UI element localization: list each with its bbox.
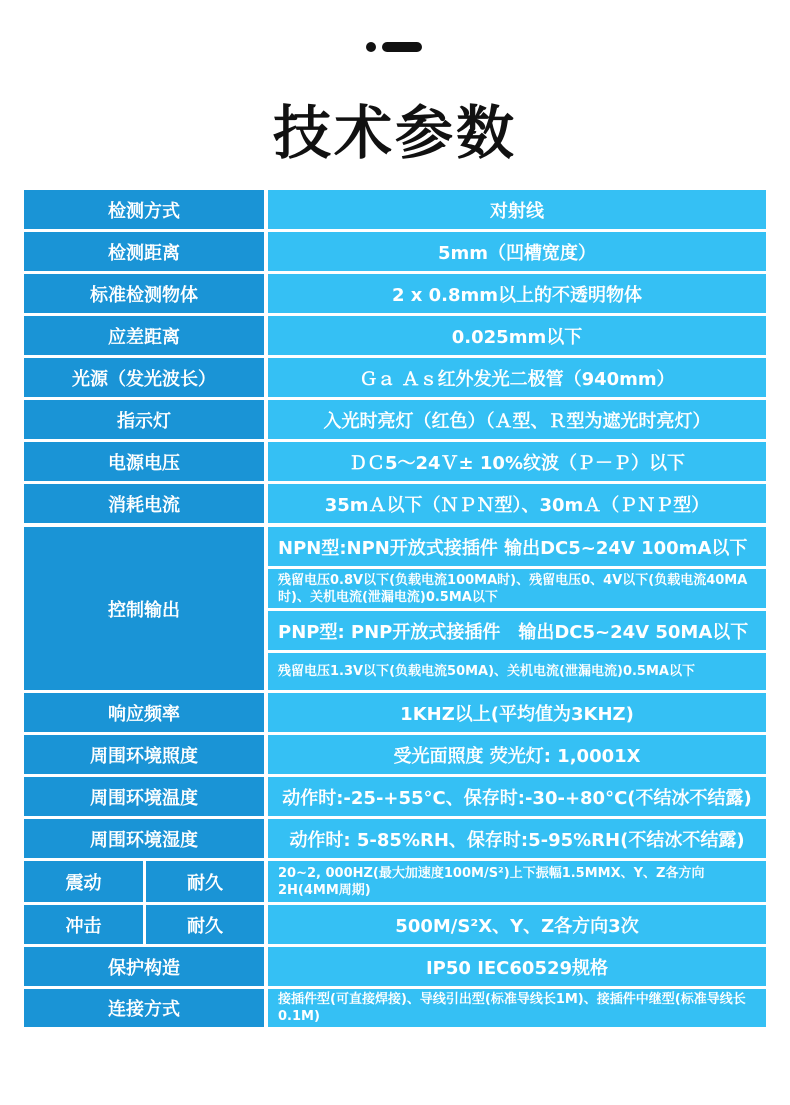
spec-value: 2 x 0.8mm以上的不透明物体 — [268, 274, 766, 313]
spec-label: 光源（发光波长） — [24, 358, 264, 397]
spec-label: 震动 — [24, 861, 143, 902]
spec-value: 对射线 — [268, 190, 766, 229]
spec-row — [24, 190, 766, 229]
spec-value: NPN型:NPN开放式接插件 输出DC5~24V 100mA以下 — [268, 527, 766, 566]
spec-label: 周围环境照度 — [24, 735, 264, 774]
spec-label: 周围环境温度 — [24, 777, 264, 816]
control-output-line — [24, 611, 766, 650]
spec-row — [24, 777, 766, 816]
spec-label: 消耗电流 — [24, 484, 264, 523]
spec-value: 1KHZ以上(平均值为3KHZ) — [268, 693, 766, 732]
spec-label: 控制输出 — [24, 527, 264, 690]
spec-value: IP50 IEC60529规格 — [268, 947, 766, 986]
spec-value: 20~2, 000HZ(最大加速度100M/S²)上下振幅1.5MMX、Y、Z各方向2H(4MM周期) — [268, 861, 766, 902]
spec-label: 检测距离 — [24, 232, 264, 271]
spec-label: 响应频率 — [24, 693, 264, 732]
spec-sublabel: 耐久 — [146, 861, 264, 902]
decor-bar — [382, 42, 422, 52]
spec-label: 标准检测物体 — [24, 274, 264, 313]
spec-value: ＤＣ5～24Ｖ± 10%纹波（Ｐ－Ｐ）以下 — [268, 442, 766, 481]
spec-row — [24, 232, 766, 271]
spec-row — [24, 947, 766, 986]
spec-label: 保护构造 — [24, 947, 264, 986]
spec-value: 5mm（凹槽宽度） — [268, 232, 766, 271]
spec-value: 0.025mm以下 — [268, 316, 766, 355]
spec-value: 动作时: 5-85%RH、保存时:5-95%RH(不结冰不结露) — [268, 819, 766, 858]
shock-row — [24, 905, 766, 944]
spec-value: PNP型: PNP开放式接插件 输出DC5~24V 50MA以下 — [268, 611, 766, 650]
spec-sublabel: 耐久 — [146, 905, 264, 944]
spec-label: 电源电压 — [24, 442, 264, 481]
spec-row — [24, 819, 766, 858]
spec-label: 连接方式 — [24, 989, 264, 1027]
spec-row — [24, 735, 766, 774]
spec-row — [24, 484, 766, 523]
spec-value: 接插件型(可直接焊接)、导线引出型(标准导线长1M)、接插件中继型(标准导线长0.1M) — [268, 989, 766, 1027]
spec-row — [24, 274, 766, 313]
page-title: 技术参数 — [272, 99, 517, 167]
spec-row — [24, 400, 766, 439]
vibration-row — [24, 861, 766, 902]
decor-dot — [366, 42, 376, 52]
spec-value: Ｇａ Ａｓ红外发光二极管（940mm） — [268, 358, 766, 397]
spec-label: 指示灯 — [24, 400, 264, 439]
spec-label: 应差距离 — [24, 316, 264, 355]
spec-row — [24, 989, 766, 1027]
control-output-line — [24, 569, 766, 608]
spec-value: 残留电压1.3V以下(负载电流50MA)、关机电流(泄漏电流)0.5MA以下 — [268, 653, 766, 690]
spec-label: 冲击 — [24, 905, 143, 944]
spec-value: 入光时亮灯（红色）（Ａ型、Ｒ型为遮光时亮灯） — [268, 400, 766, 439]
control-output-line — [24, 527, 766, 566]
spec-row — [24, 693, 766, 732]
spec-row — [24, 358, 766, 397]
spec-row — [24, 442, 766, 481]
spec-label: 检测方式 — [24, 190, 264, 229]
spec-value: 残留电压0.8V以下(负载电流100MA时)、残留电压0、4V以下(负载电流40MA时)、关机电流(泄漏电流)0.5MA以下 — [268, 569, 766, 608]
control-output-line — [24, 653, 766, 690]
spec-row — [24, 316, 766, 355]
spec-value: 35mＡ以下（ＮＰＮ型）、30mＡ（ＰＮＰ型） — [268, 484, 766, 523]
spec-value: 受光面照度 荧光灯: 1,0001X — [268, 735, 766, 774]
spec-label: 周围环境湿度 — [24, 819, 264, 858]
spec-value: 动作时:-25-+55°C、保存时:-30-+80°C(不结冰不结露) — [268, 777, 766, 816]
spec-value: 500M/S²X、Y、Z各方向3次 — [268, 905, 766, 944]
